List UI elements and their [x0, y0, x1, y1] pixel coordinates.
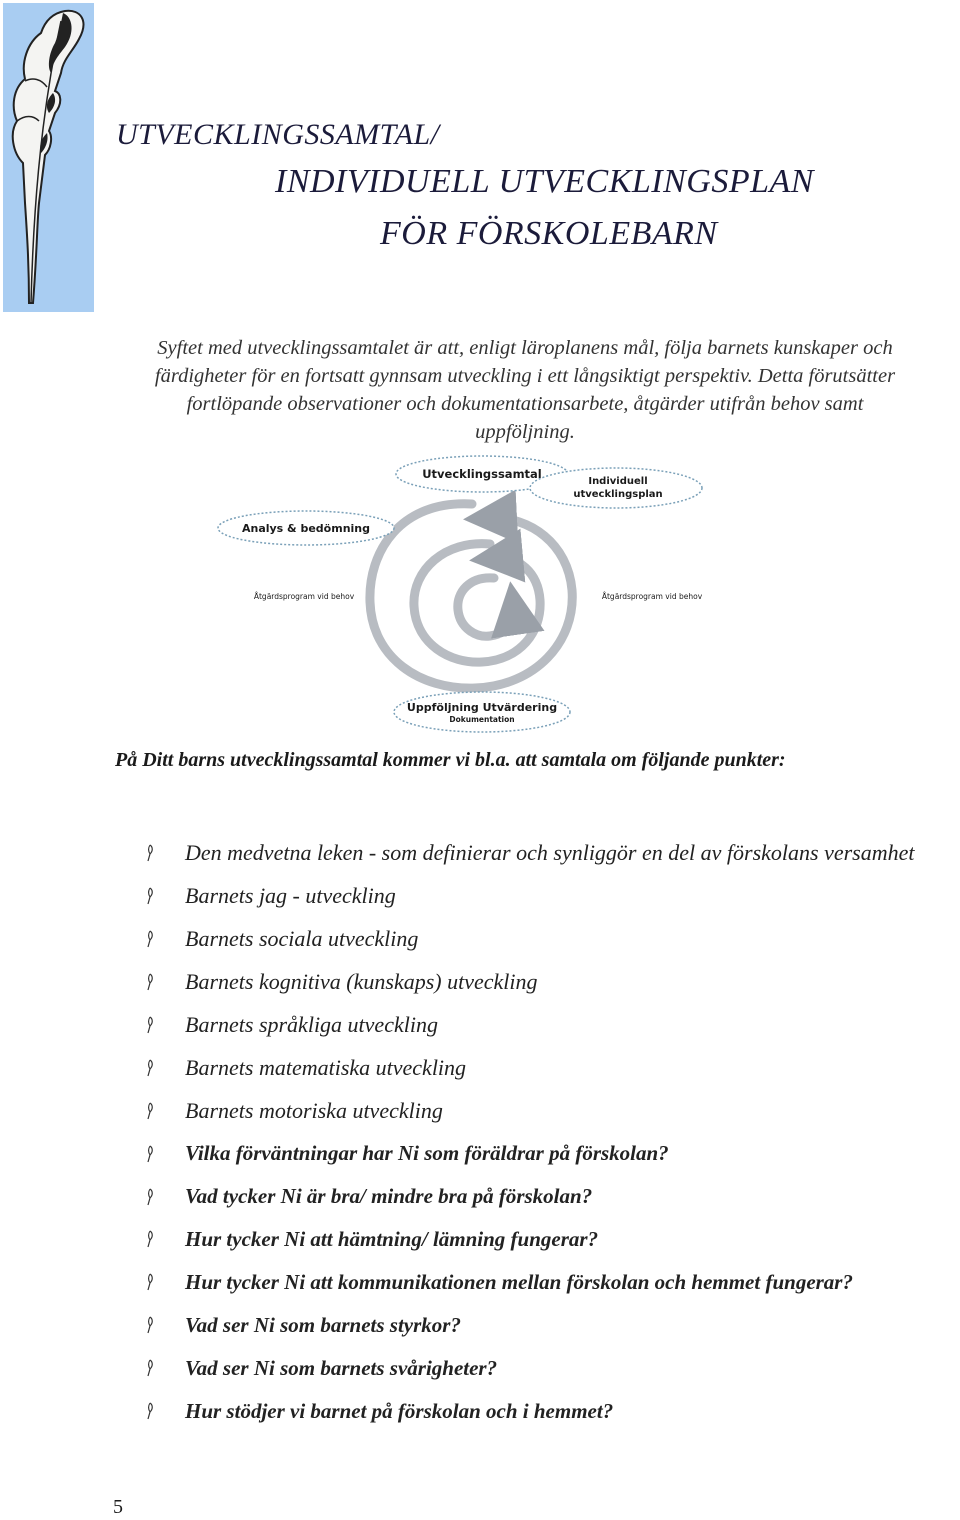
feather-logo — [3, 3, 94, 312]
label-individuell: Individuell — [588, 476, 648, 487]
label-dokumentation: Dokumentation — [449, 715, 515, 724]
list-item — [140, 1004, 960, 1047]
question-text: Vad ser Ni som barnets svårigheter? — [185, 1355, 498, 1380]
feather-bullet-icon — [140, 887, 185, 905]
feather-bullet-icon — [140, 1059, 185, 1077]
discussion-points-list — [140, 832, 960, 1432]
point-text: Barnets språkliga utveckling — [185, 1012, 438, 1037]
point-text: Barnets sociala utveckling — [185, 926, 419, 952]
lead-sentence: På Ditt barns utvecklingssamtal kommer vi bl.a. att samtala om följande punkter: — [115, 749, 786, 771]
page-number: 5 — [113, 1496, 123, 1518]
list-item — [140, 961, 960, 1004]
title-line-2: INDIVIDUELL UTVECKLINGSPLAN — [275, 163, 814, 200]
list-item — [140, 1175, 960, 1218]
question-text: Vilka förväntningar har Ni som föräldrar på förskolan? — [185, 1141, 669, 1166]
point-text: Barnets motoriska utveckling — [185, 1097, 443, 1123]
list-item — [140, 875, 960, 918]
feather-icon — [3, 3, 94, 312]
point-text: Barnets matematiska utveckling — [185, 1054, 467, 1080]
point-text: Den medvetna leken - som definierar och synliggör en del av förskolans versamhet — [185, 840, 915, 866]
feather-bullet-icon — [140, 1359, 185, 1377]
label-analys: Analys & bedömning — [241, 522, 371, 535]
question-text: Vad ser Ni som barnets styrkor? — [185, 1312, 461, 1337]
label-atgard-left: Åtgärdsprogram vid behov — [253, 592, 355, 601]
development-cycle-diagram — [200, 452, 720, 742]
label-utvecklingssamtal: Utvecklingssamtal — [422, 467, 542, 481]
title-line-1: UTVECKLINGSSAMTAL/ — [116, 118, 440, 151]
feather-bullet-icon — [140, 1188, 185, 1206]
list-item — [140, 918, 960, 961]
label-atgard-right: Åtgärdsprogram vid behov — [601, 592, 703, 601]
point-text: Barnets jag - utveckling — [185, 883, 396, 909]
feather-bullet-icon — [140, 973, 185, 991]
list-item — [140, 1261, 960, 1304]
intro-paragraph: Syftet med utvecklingssamtalet är att, enligt läroplanens mål, följa barnets kunskaper och färdigheter för en fortsatt gynnsam utveckling i ett långsiktigt perspektiv. Detta förutsätter fortlöpande observationer och dokumentationsarbete, åtgärder utifrån behov samt uppföljning. — [154, 337, 896, 443]
list-item — [140, 1304, 960, 1347]
feather-bullet-icon — [140, 844, 185, 862]
list-item — [140, 1218, 960, 1261]
list-item — [140, 1347, 960, 1390]
question-text: Hur tycker Ni att hämtning/ lämning fungerar? — [185, 1226, 599, 1251]
feather-bullet-icon — [140, 1145, 185, 1163]
spiral-arrows — [370, 504, 572, 688]
feather-bullet-icon — [140, 1273, 185, 1291]
oval-individuell-plan — [530, 468, 702, 508]
title-line-3: FÖR FÖRSKOLEBARN — [380, 215, 718, 252]
list-item — [140, 832, 960, 875]
list-item — [140, 1132, 960, 1175]
feather-bullet-icon — [140, 1102, 185, 1120]
question-text: Hur stödjer vi barnet på förskolan och i hemmet? — [185, 1398, 614, 1423]
point-text: Barnets kognitiva (kunskaps) utveckling — [185, 969, 538, 995]
feather-bullet-icon — [140, 1016, 185, 1034]
list-item — [140, 1390, 960, 1433]
list-item — [140, 1046, 960, 1089]
label-uppfoljning: Uppföljning Utvärdering — [406, 701, 558, 714]
feather-bullet-icon — [140, 1316, 185, 1334]
question-text: Vad tycker Ni är bra/ mindre bra på förskolan? — [185, 1184, 593, 1209]
question-text: Hur tycker Ni att kommunikationen mellan förskolan och hemmet fungerar? — [185, 1269, 853, 1294]
feather-bullet-icon — [140, 1402, 185, 1420]
label-utvecklingsplan: utvecklingsplan — [573, 489, 663, 500]
feather-bullet-icon — [140, 1230, 185, 1248]
feather-bullet-icon — [140, 930, 185, 948]
list-item — [140, 1089, 960, 1132]
